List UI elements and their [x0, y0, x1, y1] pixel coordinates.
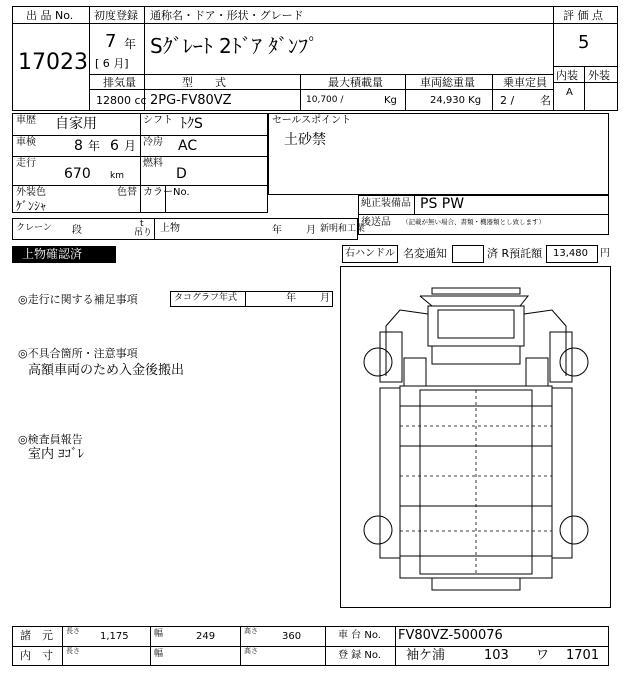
width-label: 幅	[154, 629, 164, 639]
capacity-unit: 名	[540, 94, 551, 107]
shift-label: シフト	[143, 115, 173, 126]
crane-label: クレーン	[16, 223, 52, 233]
right-front-wheel	[560, 348, 588, 376]
length: 1,175	[100, 631, 129, 642]
equipment: PS PW	[420, 196, 465, 212]
history: 自家用	[55, 116, 97, 132]
cab-body	[428, 306, 524, 346]
body-month: 月	[306, 225, 316, 236]
left-rear-wheel	[364, 516, 392, 544]
score: 5	[578, 32, 590, 53]
first-reg-label: 初度登録	[94, 9, 138, 22]
lot-no: 17023	[18, 50, 88, 75]
registration-class: 103	[484, 648, 509, 663]
capacity-label: 乗車定員	[503, 76, 547, 89]
model-name: Sｸﾞﾚｰﾄ 2ﾄﾞｱ ﾀﾞﾝﾌﾟ	[150, 34, 319, 58]
name-change-label: 名変通知	[403, 247, 447, 260]
tailgate	[432, 578, 520, 590]
interior-width-label: 幅	[154, 649, 164, 659]
displacement-label: 排気量	[103, 76, 136, 89]
left-side-gate	[380, 388, 400, 558]
crane-hang: 吊り	[134, 228, 153, 238]
windshield	[438, 310, 514, 338]
crane-ton: t	[140, 219, 144, 229]
max-load-label: 最大積載量	[328, 76, 383, 89]
color-change-label: 色替	[117, 187, 137, 198]
name-change-box	[452, 245, 484, 263]
mileage-unit: km	[110, 171, 124, 181]
ac-label: 冷房	[143, 137, 163, 148]
right-door	[526, 358, 548, 386]
max-load: 10,700 /	[306, 95, 344, 105]
registration-kana: ワ	[536, 648, 550, 663]
right-mirror-arm	[524, 310, 566, 376]
cab-roof	[420, 296, 528, 306]
recycle-unit: 円	[600, 248, 610, 259]
score-label: 評 価 点	[563, 9, 603, 22]
inspection-year-unit: 年	[88, 139, 101, 153]
color-code-label: カラーNo.	[143, 187, 190, 198]
body-year: 年	[272, 225, 282, 236]
interior-dims-label: 内 寸	[20, 649, 53, 662]
left-door	[404, 358, 426, 386]
grille	[432, 346, 520, 364]
recycle-amount: 13,480	[553, 248, 588, 259]
parts-note: （記載が無い場合、書類・機器類とし致します）	[402, 218, 545, 226]
color-label: 外装色	[16, 187, 46, 198]
chassis-label: 車 台 No.	[338, 630, 381, 641]
tacho-month: 月	[320, 293, 330, 304]
inspection-month: 6	[110, 138, 119, 154]
displacement: 12800 cc	[96, 94, 147, 107]
gross-weight: 24,930 Kg	[430, 95, 482, 106]
roof-deflector	[432, 288, 520, 294]
inspection-month-unit: 月	[124, 139, 137, 153]
gross-weight-label: 車両総重量	[420, 76, 475, 89]
max-load-unit: Kg	[384, 95, 397, 106]
first-reg-year: 7	[105, 31, 117, 52]
registration-label: 登 録 No.	[338, 650, 381, 661]
confirm-badge: 上物確認済	[12, 246, 116, 263]
right-handle: 右ハンドル	[345, 248, 395, 259]
first-reg-year-unit: 年	[124, 37, 137, 51]
type-label: 型 式	[182, 76, 226, 89]
parts-label: 後送品	[361, 217, 391, 228]
mileage-label: 走行	[16, 158, 36, 169]
interior-height-label: 高さ	[244, 647, 258, 655]
interior-length-label: 長さ	[66, 647, 80, 655]
defects-label: ◎不具合箇所・注意事項	[18, 347, 138, 360]
inspection-year: 8	[74, 138, 83, 154]
sales-point-label: セールスポイント	[272, 115, 352, 126]
crane-stage: 段	[72, 225, 82, 236]
type: 2PG-FV80VZ	[150, 93, 232, 108]
shift: ﾄｸS	[180, 116, 203, 132]
truck-diagram	[340, 266, 611, 608]
body-label: 上物	[160, 223, 180, 234]
chassis-no: FV80VZ-500076	[398, 628, 503, 643]
registration-area: 袖ケ浦	[406, 648, 446, 663]
history-label: 車歴	[16, 115, 36, 126]
height: 360	[282, 631, 302, 642]
defects-text: 高額車両のため入金後搬出	[28, 363, 185, 378]
color: ｹﾞﾝｼｬ	[16, 199, 47, 213]
mileage: 670	[64, 166, 91, 182]
driving-notes-label: ◎走行に関する補足事項	[18, 293, 138, 306]
equipment-label: 純正装備品	[361, 198, 411, 209]
registration-number: 1701	[566, 648, 600, 663]
ac: AC	[178, 138, 198, 154]
body-maker: 新明和工業	[320, 224, 366, 234]
interior-grade: A	[566, 87, 573, 98]
capacity: 2 /	[500, 94, 515, 107]
length-label: 長さ	[66, 627, 80, 635]
lot-no-label: 出 品 No.	[26, 9, 74, 22]
interior-grade-label: 内装	[556, 69, 578, 82]
recycle-label: 済 R預託額	[487, 247, 543, 260]
left-mirror-arm	[386, 310, 428, 376]
tacho-year: 年	[286, 293, 296, 304]
inspector-label: ◎検査員報告	[18, 433, 83, 446]
fuel: D	[176, 166, 187, 182]
left-front-wheel	[364, 348, 392, 376]
tachograph-label: タコグラフ年式	[174, 293, 238, 303]
width: 249	[196, 631, 216, 642]
right-rear-wheel	[560, 516, 588, 544]
inspector-text: 室内 ﾖｺﾞﾚ	[28, 447, 85, 462]
exterior-grade-label: 外装	[588, 69, 610, 82]
sales-point: 土砂禁	[284, 132, 326, 148]
height-label: 高さ	[244, 627, 258, 635]
model-name-label: 通称名・ドア・形状・グレード	[150, 9, 304, 22]
specs-label: 諸 元	[20, 629, 53, 642]
right-side-gate	[552, 388, 572, 558]
first-reg-month: [ 6 月]	[95, 57, 129, 70]
inspection-label: 車検	[16, 137, 36, 148]
fuel-label: 燃料	[143, 158, 163, 169]
